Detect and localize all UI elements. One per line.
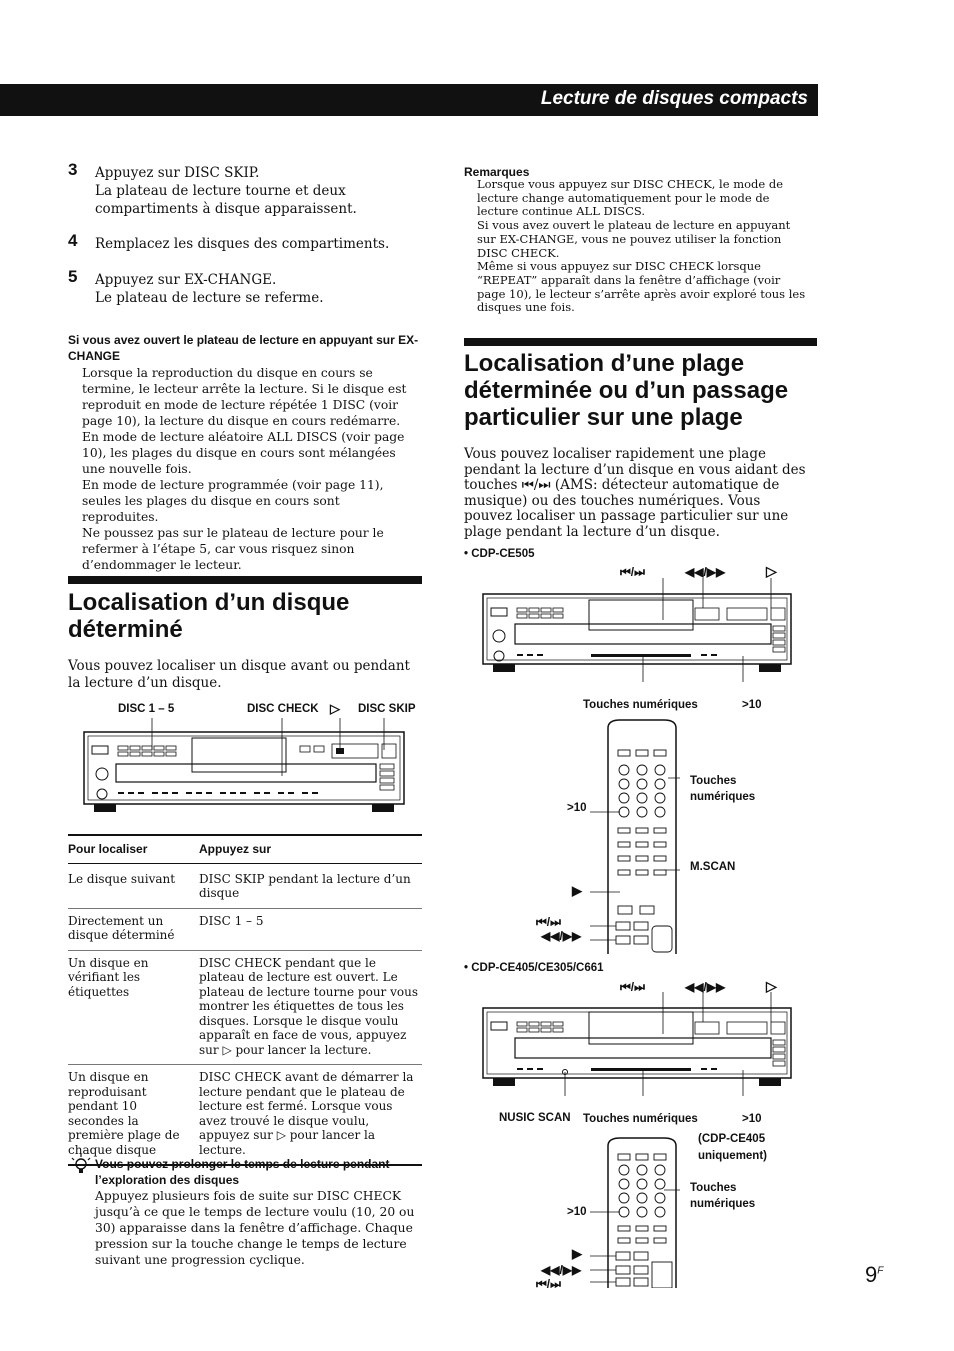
tip-heading: Vous pouvez prolonger le temps de lecture pendant l’exploration des disques	[95, 1157, 390, 1187]
table-cell: Directement un disque déterminé	[68, 908, 199, 950]
remote-label-ams-icon: ⏮/⏭	[536, 915, 561, 929]
remote-label-play-icon: ▶	[572, 883, 582, 898]
remark-paragraph: Lorsque vous appuyez sur DISC CHECK, le mode de lecture change automatiquement pour le mode de lecture continue ALL DISCS.	[477, 177, 784, 219]
section-rule	[464, 338, 817, 346]
step-5-line: Le plateau de lecture se referme.	[95, 290, 324, 306]
model-2-name: • CDP-CE405/CE305/C661	[464, 962, 604, 974]
section-track-title-line: déterminée ou d’un passage	[464, 377, 789, 404]
tip-body: Appuyez plusieurs fois de suite sur DISC CHECK jusqu’à ce que le temps de lecture voulu (10, 20 ou 30) apparaisse dans la fenêtre d’affichage. Chaque pression sur la touche change le temps de lecture suivant une progression cyclique.	[95, 1189, 415, 1267]
label-seek-icon: ◀◀/▶▶	[685, 565, 726, 579]
table-cell: DISC SKIP pendant la lecture d’un disque	[199, 863, 422, 908]
exchange-note-paragraph: En mode de lecture programmée (voir page 11), seules les plages du disque en cours sont reproduites.	[82, 478, 384, 524]
step-5-text	[95, 271, 324, 307]
exchange-note-heading: Si vous avez ouvert le plateau de lecture en appuyant sur EX-CHANGE	[68, 333, 419, 363]
remote-label-line: Touches	[690, 775, 737, 787]
step-3-line: Appuyez sur DISC SKIP.	[95, 165, 260, 181]
section-track-title-line: Localisation d’une plage	[464, 350, 745, 377]
remote-label-gt10: >10	[567, 802, 587, 814]
label-ce405-only	[698, 1131, 767, 1165]
label-disc-skip: DISC SKIP	[358, 703, 416, 715]
step-3-line: compartiments à disque apparaissent.	[95, 201, 357, 217]
label-play-icon: ▷	[330, 701, 340, 716]
label-line: (CDP-CE405	[698, 1133, 766, 1145]
label-gt10: >10	[742, 699, 762, 711]
remote-label-line: numériques	[690, 1198, 756, 1210]
table-row	[68, 1065, 422, 1166]
step-number-3: 3	[68, 160, 78, 179]
page-number-value: 9	[865, 1262, 878, 1287]
table-header-cell: Pour localiser	[68, 835, 199, 863]
locate-table	[68, 834, 422, 1166]
remote-label-line: Touches	[690, 1182, 737, 1194]
exchange-note-body	[82, 365, 418, 573]
table-cell: Un disque en vérifiant les étiquettes	[68, 950, 199, 1065]
table-header-cell: Appuyez sur	[199, 835, 422, 863]
section-disc-intro: Vous pouvez localiser un disque avant ou pendant la lecture d’un disque.	[68, 658, 410, 691]
table-row	[68, 908, 422, 950]
remark-paragraph: Si vous avez ouvert le plateau de lecture en appuyant sur EX-CHANGE, vous ne pouvez utiliser la fonction DISC CHECK.	[477, 218, 791, 260]
step-4-line: Remplacez les disques des compartiments.	[95, 236, 390, 252]
table-cell: Le disque suivant	[68, 863, 199, 908]
exchange-note-paragraph: Ne poussez pas sur le plateau de lecture pour le refermer à l’étape 5, car vous risquez sinon d’endommager le lecteur.	[82, 526, 384, 572]
label-play-icon: ▷	[766, 563, 777, 579]
section-disc-title-line: déterminé	[68, 616, 183, 643]
section-track-intro: Vous pouvez localiser rapidement une plage pendant la lecture d’un disque en vous aidant des touches ⏮/⏭ (AMS: détecteur automatique de musique) ou des touches numériques. Vous pouvez localiser un passage particulier sur une plage pendant la lecture d’un disque.	[464, 446, 806, 540]
step-3-line: La plateau de lecture tourne et deux	[95, 183, 346, 199]
table-row	[68, 863, 422, 908]
remote-label-numeric	[690, 773, 755, 805]
step-5-line: Appuyez sur EX-CHANGE.	[95, 272, 277, 288]
table-cell: DISC CHECK avant de démarrer la lecture pendant que le plateau de lecture est fermé. Lorsque vous avez trouvé le disque voulu, appuyez sur ▷ pour lancer la lecture.	[199, 1065, 422, 1166]
remote-label-numeric	[690, 1180, 755, 1212]
remote-label-play-icon: ▶	[572, 1246, 582, 1261]
step-3-text	[95, 164, 357, 218]
model-1-name: • CDP-CE505	[464, 548, 535, 560]
label-numeric-keys: Touches numériques	[583, 699, 698, 711]
section-disc-title-line: Localisation d’un disque	[68, 589, 350, 616]
table-cell: Un disque en reproduisant pendant 10 secondes la première plage de chaque disque	[68, 1065, 199, 1166]
cd-player-ce405-diagram	[481, 992, 793, 1096]
remote-label-seek-icon: ◀◀/▶▶	[541, 1263, 582, 1277]
label-music-scan: NUSIC SCAN	[499, 1112, 571, 1124]
remote-label-gt10: >10	[567, 1206, 587, 1218]
table-header-row	[68, 835, 422, 863]
remote-control-diagram	[590, 1136, 680, 1288]
label-ams-icon: ⏮/⏭	[620, 565, 645, 579]
section-header-bar	[0, 84, 818, 116]
remote-control-diagram	[590, 718, 680, 958]
cd-player-ce505-diagram	[481, 578, 793, 682]
page-number-suffix: F	[877, 1265, 884, 1277]
table-cell: DISC CHECK pendant que le plateau de lecture est ouvert. Le plateau de lecture tourne pour vous montrer les étiquettes de tous les disques. Lorsque le disque voulu apparaît en face de vous, appuyez sur ▷ pour lancer la lecture.	[199, 950, 422, 1065]
section-track-title-line: particulier sur une plage	[464, 404, 743, 431]
remote-label-seek-icon: ◀◀/▶▶	[541, 929, 582, 943]
exchange-note-paragraph: Lorsque la reproduction du disque en cours se termine, le lecteur arrête la lecture. Si le disque est reproduit en mode de lecture répétée 1 DISC (voir page 10), la lecture du disque en cours redémarre.	[82, 366, 407, 428]
label-line: uniquement)	[698, 1150, 767, 1162]
remote-label-ams-icon: ⏮/⏭	[536, 1277, 561, 1291]
remote-label-line: numériques	[690, 791, 756, 803]
section-rule	[68, 576, 422, 584]
label-numeric-keys: Touches numériques	[583, 1113, 698, 1125]
exchange-note-paragraph: En mode de lecture aléatoire ALL DISCS (voir page 10), les plages du disque en cours sont mélangées une nouvelle fois.	[82, 430, 405, 476]
remark-paragraph: Même si vous appuyez sur DISC CHECK lorsque “REPEAT” apparaît dans la fenêtre d’affichage (voir page 10), le lecteur s’arrête après avoir exploré tous les disques une fois.	[477, 259, 806, 315]
lightbulb-tip-icon	[70, 1154, 92, 1176]
page-number	[865, 1262, 883, 1288]
cd-player-diagram	[82, 718, 408, 822]
table-row	[68, 950, 422, 1065]
remarks-heading: Remarques	[464, 165, 530, 179]
table-cell: DISC 1 – 5	[199, 908, 422, 950]
label-ams-icon: ⏮/⏭	[620, 980, 645, 994]
section-header-title: Lecture de disques compacts	[540, 88, 808, 109]
label-play-icon: ▷	[766, 978, 777, 994]
step-4-text	[95, 235, 389, 253]
step-number-4: 4	[68, 231, 78, 250]
remote-label-mscan: M.SCAN	[690, 861, 736, 873]
section-track-title	[464, 350, 817, 431]
step-number-5: 5	[68, 267, 78, 286]
label-gt10: >10	[742, 1113, 762, 1125]
section-disc-title	[68, 589, 422, 643]
remarks-body	[477, 178, 807, 315]
label-seek-icon: ◀◀/▶▶	[685, 980, 726, 994]
label-disc-check: DISC CHECK	[247, 703, 319, 715]
label-disc-1-5: DISC 1 – 5	[118, 703, 175, 715]
